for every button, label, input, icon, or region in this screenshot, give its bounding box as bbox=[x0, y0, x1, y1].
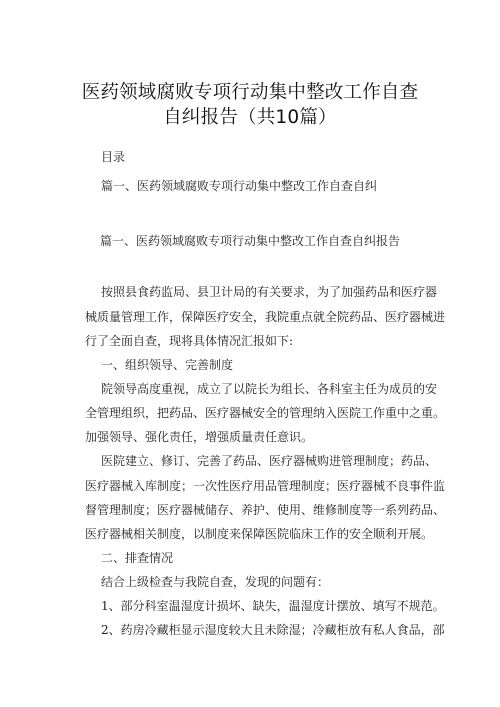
body-line: 医疗器械相关制度，以制度来保障医院临床工作的安全顺利开展。 bbox=[85, 527, 434, 541]
toc-item: 篇一、医药领域腐败专项行动集中整改工作自查自纠 bbox=[101, 179, 378, 193]
body-line: 加强领导、强化责任，增强质量责任意识。 bbox=[85, 430, 314, 444]
body-line: 全管理组织，把药品、医疗器械安全的管理纳入医院工作重中之重。 bbox=[85, 406, 446, 420]
body-line: 械质量管理工作，保障医疗安全，我院重点就全院药品、医疗器械进 bbox=[85, 310, 446, 324]
body-line: 督管理制度；医疗器械储存、养护、使用、维修制度等一系列药品、 bbox=[85, 503, 446, 517]
toc-label: 目录 bbox=[101, 150, 126, 164]
body-line: 结合上级检查与我院自查，发现的问题有： bbox=[101, 575, 330, 589]
document-title-line-2: 自纠报告（共10篇） bbox=[163, 107, 337, 128]
body-line: 二、排查情况 bbox=[101, 551, 174, 565]
body-line: 行了全面自查，现将具体情况汇报如下: bbox=[85, 334, 294, 348]
body-line: 院领导高度重视，成立了以院长为组长、各科室主任为成员的安 bbox=[101, 382, 438, 396]
body-line: 医疗器械入库制度；一次性医疗用品管理制度；医疗器械不良事件监 bbox=[85, 479, 446, 493]
section-heading: 篇一、医药领域腐败专项行动集中整改工作自查自纠报告 bbox=[99, 234, 400, 248]
body-line: 一、组织领导、完善制度 bbox=[101, 358, 234, 372]
body-line: 医院建立、修订、完善了药品、医疗器械购进管理制度；药品、 bbox=[101, 454, 438, 468]
document-title-line-1: 医药领域腐败专项行动集中整改工作自查 bbox=[81, 82, 419, 103]
body-line: 按照县食药监局、县卫计局的有关要求，为了加强药品和医疗器 bbox=[101, 285, 438, 299]
body-line: 2、药房冷藏柜显示湿度较大且未除湿；冷藏柜放有私人食品，部 bbox=[101, 623, 445, 637]
body-line: 1、部分科室温湿度计损坏、缺失，温湿度计摆放、填写不规范。 bbox=[101, 599, 445, 613]
